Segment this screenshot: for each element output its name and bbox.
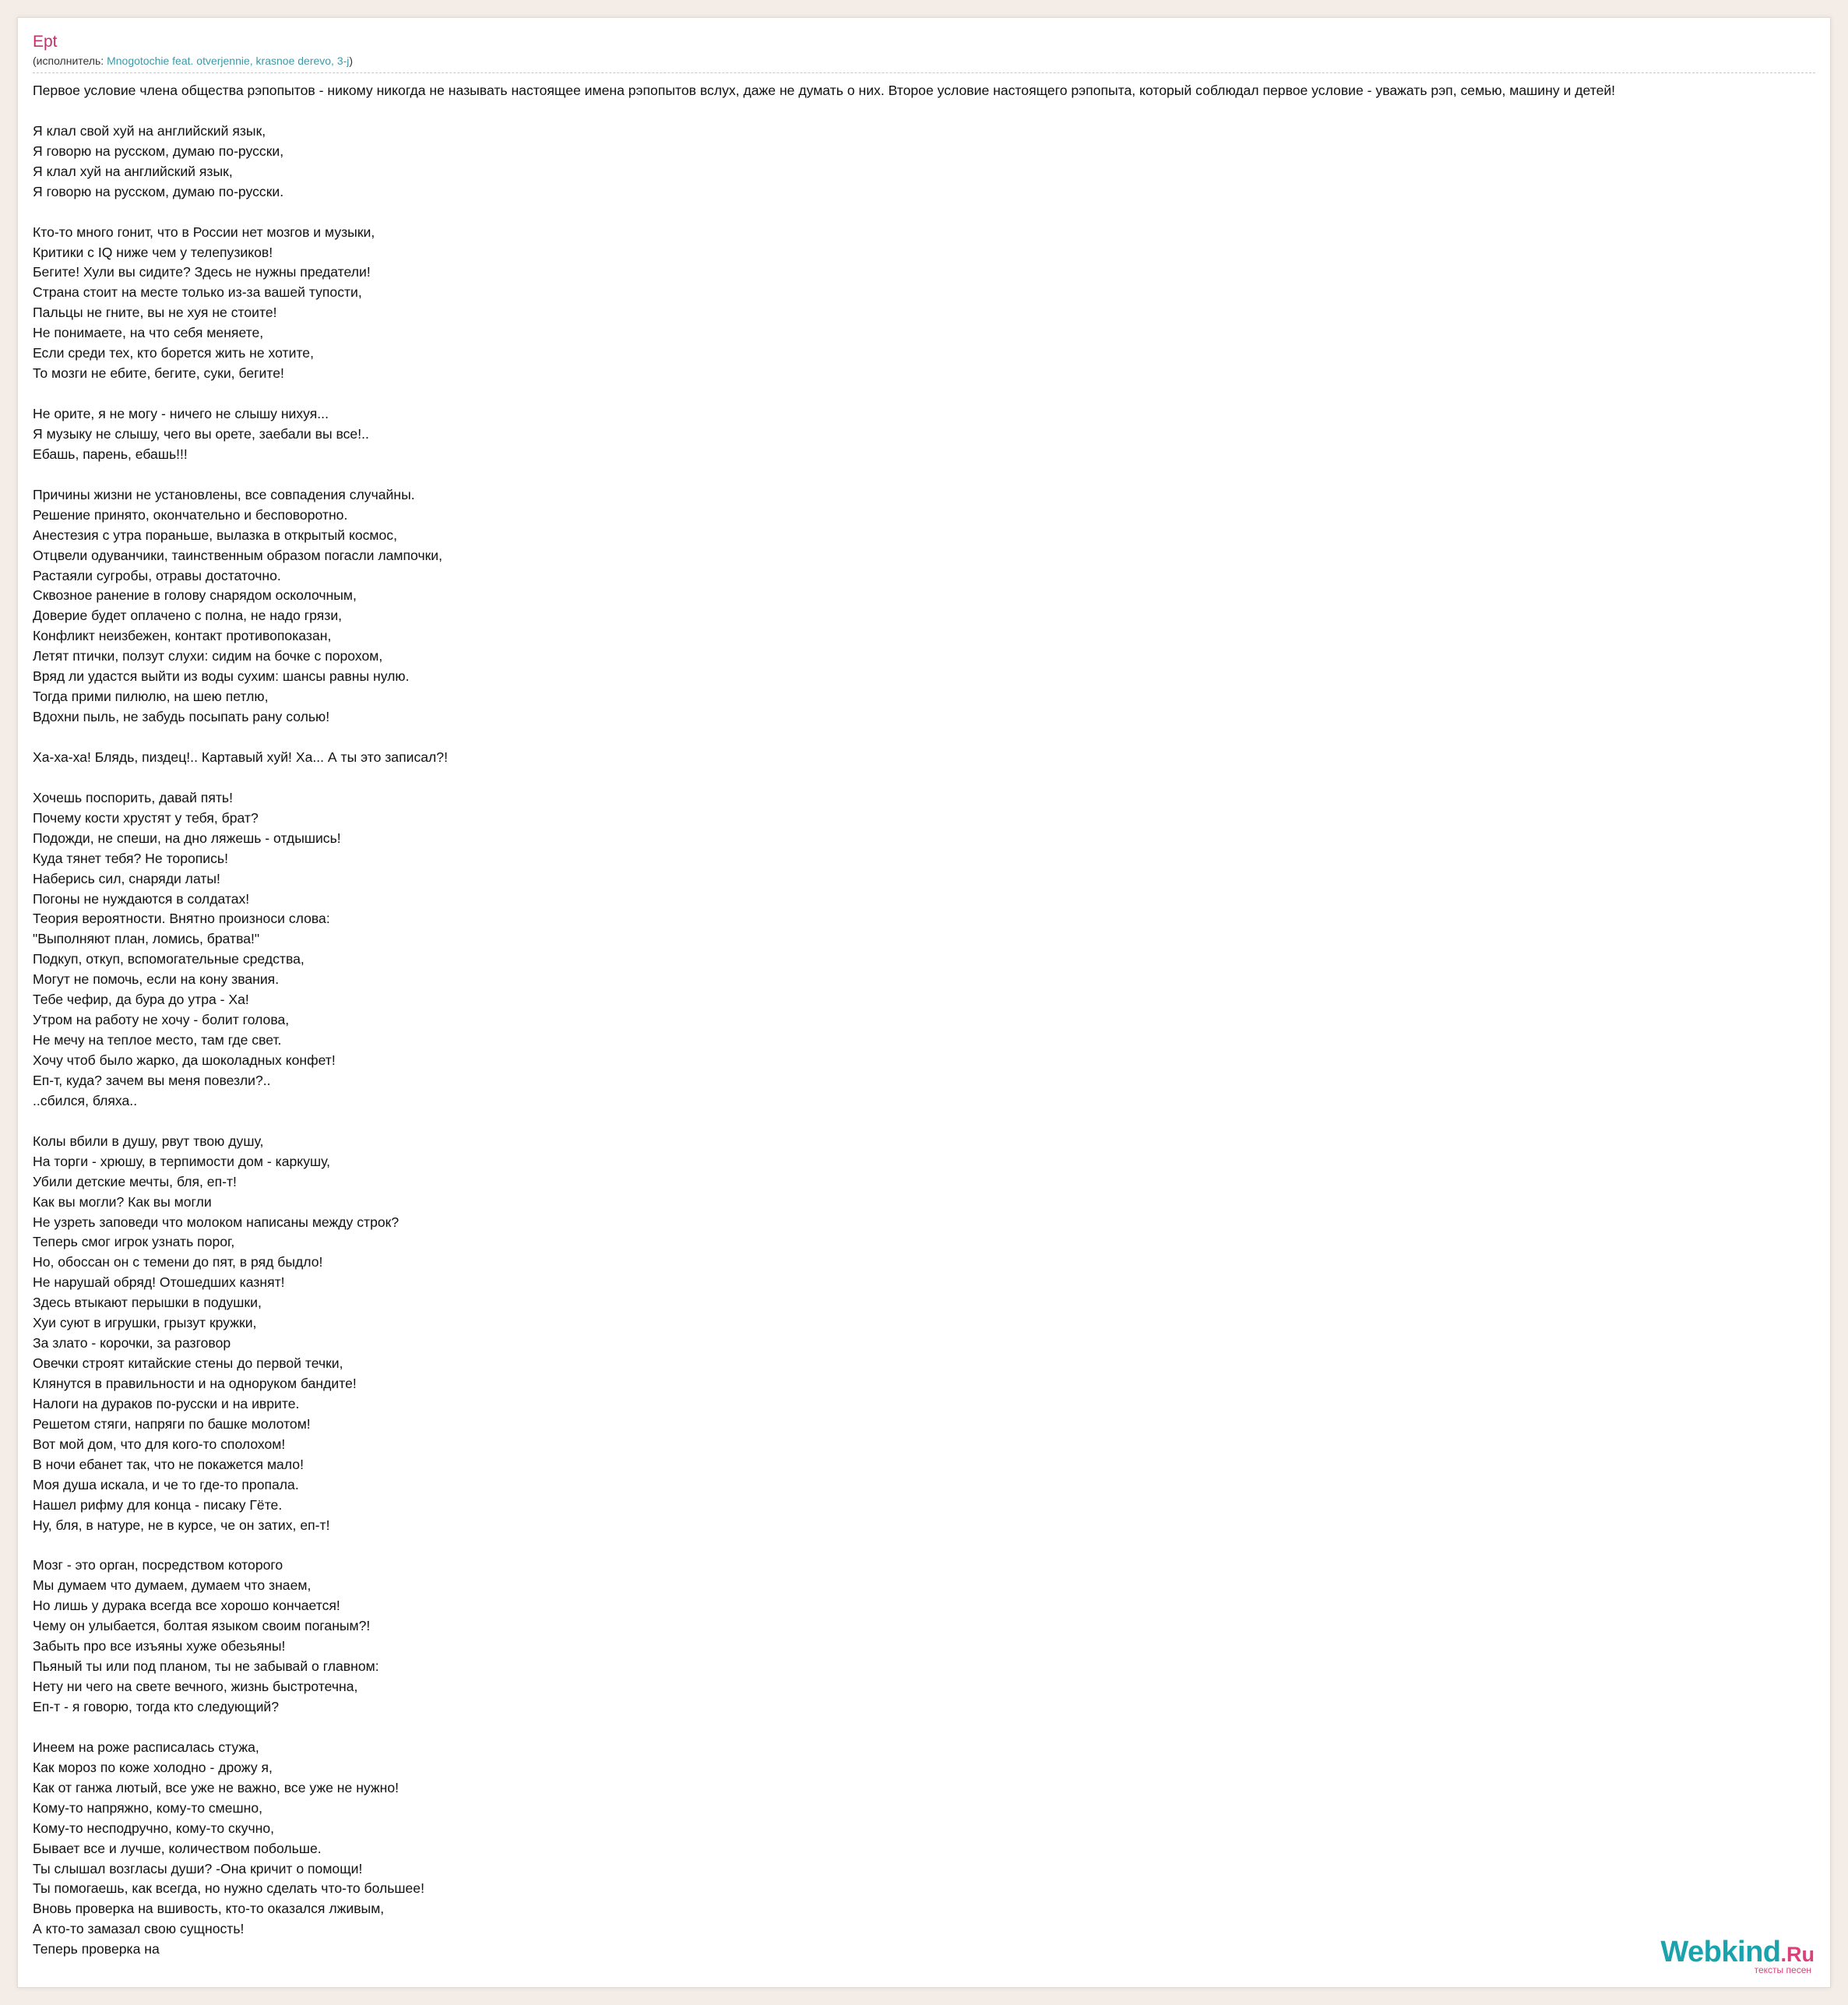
lyrics-line: Страна стоит на месте только из-за вашей тупости, [33, 284, 362, 301]
lyrics-line: Еп-т - я говорю, тогда кто следующий? [33, 1699, 280, 1714]
lyrics-line: Я говорю на русском, думаю по-русски. [33, 183, 284, 199]
lyrics-line: Как вы могли? Как вы могли [33, 1193, 212, 1210]
lyrics-line: Как мороз по коже холодно - дрожу я, [33, 1759, 273, 1775]
lyrics-line: Вот мой дом, что для кого-то сполохом! [33, 1436, 286, 1452]
lyrics-line: Пьяный ты или под планом, ты не забывай о главном: [33, 1658, 379, 1675]
lyrics-line: То мозги не ебите, бегите, суки, бегите! [33, 365, 284, 382]
lyrics-line: Вряд ли удастся выйти из воды сухим: шансы равны нулю. [33, 668, 410, 685]
lyrics-line: Бывает все и лучше, количеством побольше. [33, 1840, 322, 1856]
lyrics-line: Я говорю на русском, думаю по-русски, [33, 143, 284, 159]
logo-tagline: тексты песен [1754, 1964, 1811, 1975]
lyrics-line: Ты слышал возгласы души? -Она кричит о помощи! [33, 1860, 363, 1876]
stanza-container [33, 122, 1830, 1960]
lyrics-stanza [33, 748, 1830, 768]
lyrics-line: Я клал свой хуй на английский язык, [33, 122, 266, 139]
lyrics-line: Кто-то много гонит, что в России нет мозгов и музыки, [33, 224, 375, 240]
lyrics-line: Теперь проверка на [33, 1941, 160, 1957]
lyrics-line: Вдохни пыль, не забудь посыпать рану солью! [33, 709, 330, 725]
lyrics-line: Растаяли сугробы, отравы достаточно. [33, 567, 281, 583]
lyrics-line: Ебашь, парень, ебашь!!! [33, 446, 188, 462]
lyrics-line: "Выполняют план, ломись, братва!" [33, 931, 260, 947]
artist-suffix: ) [349, 55, 354, 67]
lyrics-line: Почему кости хрустят у тебя, брат? [33, 809, 259, 826]
lyrics-stanza [33, 1556, 1830, 1718]
lyrics-line: Я клал хуй на английский язык, [33, 163, 233, 179]
lyrics-line: Доверие будет оплачено с полна, не надо грязи, [33, 608, 343, 624]
lyrics-line: Как от ганжа лютый, все уже не важно, все уже не нужно! [33, 1779, 400, 1795]
song-header [33, 32, 1815, 73]
lyrics-line: ..сбился, бляха.. [33, 1092, 138, 1108]
lyrics-stanza [33, 122, 1830, 203]
lyrics-line: Утром на работу не хочу - болит голова, [33, 1012, 290, 1028]
page-frame [17, 17, 1831, 1988]
lyrics-line: Погоны не нуждаются в солдатах! [33, 890, 250, 907]
lyrics-line: Здесь втыкают перышки в подушки, [33, 1295, 262, 1311]
lyrics-line: Я музыку не слышу, чего вы орете, заебали вы все!.. [33, 425, 369, 442]
lyrics-stanza [33, 485, 1830, 728]
lyrics-line: Подожди, не спеши, на дно ляжешь - отдышись! [33, 830, 341, 846]
artist-link[interactable]: Mnogotochie feat. otverjennie, krasnoe derevo, 3-j [107, 55, 350, 67]
lyrics-line: Тебе чефир, да бура до утра - Ха! [33, 992, 249, 1008]
lyrics-line: На торги - хрюшу, в терпимости дом - каркушу, [33, 1153, 331, 1169]
lyrics-line: Бегите! Хули вы сидите? Здесь не нужны предатели! [33, 264, 371, 280]
lyrics-line: Налоги на дураков по-русски и на иврите. [33, 1395, 300, 1411]
lyrics-line: Критики с IQ ниже чем у телепузиков! [33, 244, 273, 260]
lyrics-line: Подкуп, откуп, вспомогательные средства, [33, 951, 304, 967]
lyrics-line: Первое условие члена общества рэпопытов - никому никогда не называть настоящее имена рэпопытов вслух, даже не думать о них. Второе условие настоящего рэпопыта, который соблюдал первое условие - уважать рэп, семью, машину и детей! [33, 83, 1616, 98]
lyrics-line: Мозг - это орган, посредством которого [33, 1557, 283, 1573]
lyrics-line: В ночи ебанет так, что не покажется мало! [33, 1456, 304, 1472]
lyrics-line: Теперь смог игрок узнать порог, [33, 1234, 235, 1250]
lyrics-line: Летят птички, ползут слухи: сидим на бочке с порохом, [33, 648, 383, 664]
song-title: Ept [33, 33, 58, 51]
lyrics-line: Моя душа искала, и че то где-то пропала. [33, 1476, 299, 1492]
lyrics-line: Кому-то несподручно, кому-то скучно, [33, 1820, 275, 1836]
artist-line [33, 54, 1815, 73]
lyrics-line: Хочешь поспорить, давай пять! [33, 789, 233, 805]
artist-prefix: (исполнитель: [33, 55, 107, 67]
lyrics-line: Но, обоссан он с темени до пят, в ряд быдло! [33, 1254, 323, 1270]
lyrics-line: Не узреть заповеди что молоком написаны между строк? [33, 1214, 400, 1230]
lyrics-line: Клянутся в правильности и на одноруком бандите! [33, 1376, 357, 1391]
lyrics-line: Решетом стяги, напряги по башке молотом! [33, 1415, 311, 1432]
logo-tld: .Ru [1780, 1943, 1815, 1966]
lyrics-line: Анестезия с утра пораньше, вылазка в открытый космос, [33, 527, 397, 543]
lyrics-line: Нашел рифму для конца - писаку Гёте. [33, 1496, 283, 1513]
lyrics-line: Причины жизни не установлены, все совпадения случайны. [33, 486, 415, 502]
lyrics-line: Хочу чтоб было жарко, да шоколадных конфет! [33, 1052, 336, 1068]
lyrics-stanza [33, 1738, 1830, 1960]
lyrics-line: Не орите, я не могу - ничего не слышу нихуя... [33, 406, 329, 421]
lyrics-line: Не понимаете, на что себя меняете, [33, 325, 264, 341]
logo-name: Webkind [1660, 1936, 1781, 1968]
lyrics-stanza [33, 788, 1830, 1112]
lyrics-line: Могут не помочь, если на кону звания. [33, 971, 280, 988]
lyrics-line: Кому-то напряжно, кому-то смешно, [33, 1799, 263, 1816]
lyrics-line: Не нарушай обряд! Отошедших казнят! [33, 1274, 285, 1291]
lyrics-body [33, 81, 1830, 1980]
lyrics-stanza [33, 1132, 1830, 1536]
lyrics-stanza [33, 223, 1830, 385]
lyrics-line: Вновь проверка на вшивость, кто-то оказался лживым, [33, 1901, 385, 1917]
lyrics-line: Отцвели одуванчики, таинственным образом погасли лампочки, [33, 547, 443, 563]
lyrics-line: Но лишь у дурака всегда все хорошо кончается! [33, 1598, 340, 1614]
lyrics-line: А кто-то замазал свою сущность! [33, 1921, 245, 1937]
lyrics-line: Инеем на роже расписалась стужа, [33, 1739, 259, 1755]
lyrics-line: Ха-ха-ха! Блядь, пиздец!.. Картавый хуй! Ха... А ты это записал?! [33, 749, 448, 765]
lyrics-line: Нету ни чего на свете вечного, жизнь быстротечна, [33, 1679, 358, 1695]
lyrics-stanza [33, 404, 1830, 465]
lyrics-line: За злато - корочки, за разговор [33, 1335, 231, 1351]
lyrics-intro [33, 81, 1830, 101]
lyrics-line: Убили детские мечты, бля, еп-т! [33, 1173, 237, 1189]
lyrics-line: Теория вероятности. Внятно произноси слова: [33, 911, 330, 927]
lyrics-line: Наберись сил, снаряди латы! [33, 870, 220, 886]
lyrics-line: Пальцы не гните, вы не хуя не стоите! [33, 305, 277, 321]
lyrics-line: Сквозное ранение в голову снарядом осколочным, [33, 587, 357, 604]
lyrics-line: Куда тянет тебя? Не торопись! [33, 850, 228, 866]
webkind-logo[interactable] [1660, 1937, 1815, 1975]
lyrics-line: Чему он улыбается, болтая языком своим поганым?! [33, 1618, 371, 1634]
lyrics-line: Ты помогаешь, как всегда, но нужно сделать что-то большее! [33, 1880, 424, 1897]
lyrics-line: Еп-т, куда? зачем вы меня повезли?.. [33, 1072, 271, 1088]
lyrics-line: Мы думаем что думаем, думаем что знаем, [33, 1577, 312, 1594]
lyrics-line: Забыть про все изъяны хуже обезьяны! [33, 1638, 286, 1654]
lyrics-line: Если среди тех, кто борется жить не хотите, [33, 345, 314, 361]
lyrics-line: Ну, бля, в натуре, не в курсе, че он затих, еп-т! [33, 1517, 330, 1533]
lyrics-line: Не мечу на теплое место, там где свет. [33, 1032, 282, 1048]
lyrics-line: Колы вбили в душу, рвут твою душу, [33, 1133, 264, 1149]
lyrics-line: Овечки строят китайские стены до первой течки, [33, 1355, 343, 1372]
lyrics-line: Конфликт неизбежен, контакт противопоказан, [33, 628, 332, 644]
lyrics-line: Тогда прими пилюлю, на шею петлю, [33, 689, 269, 705]
lyrics-line: Хуи суют в игрушки, грызут кружки, [33, 1315, 257, 1331]
lyrics-line: Решение принято, окончательно и бесповоротно. [33, 506, 348, 523]
